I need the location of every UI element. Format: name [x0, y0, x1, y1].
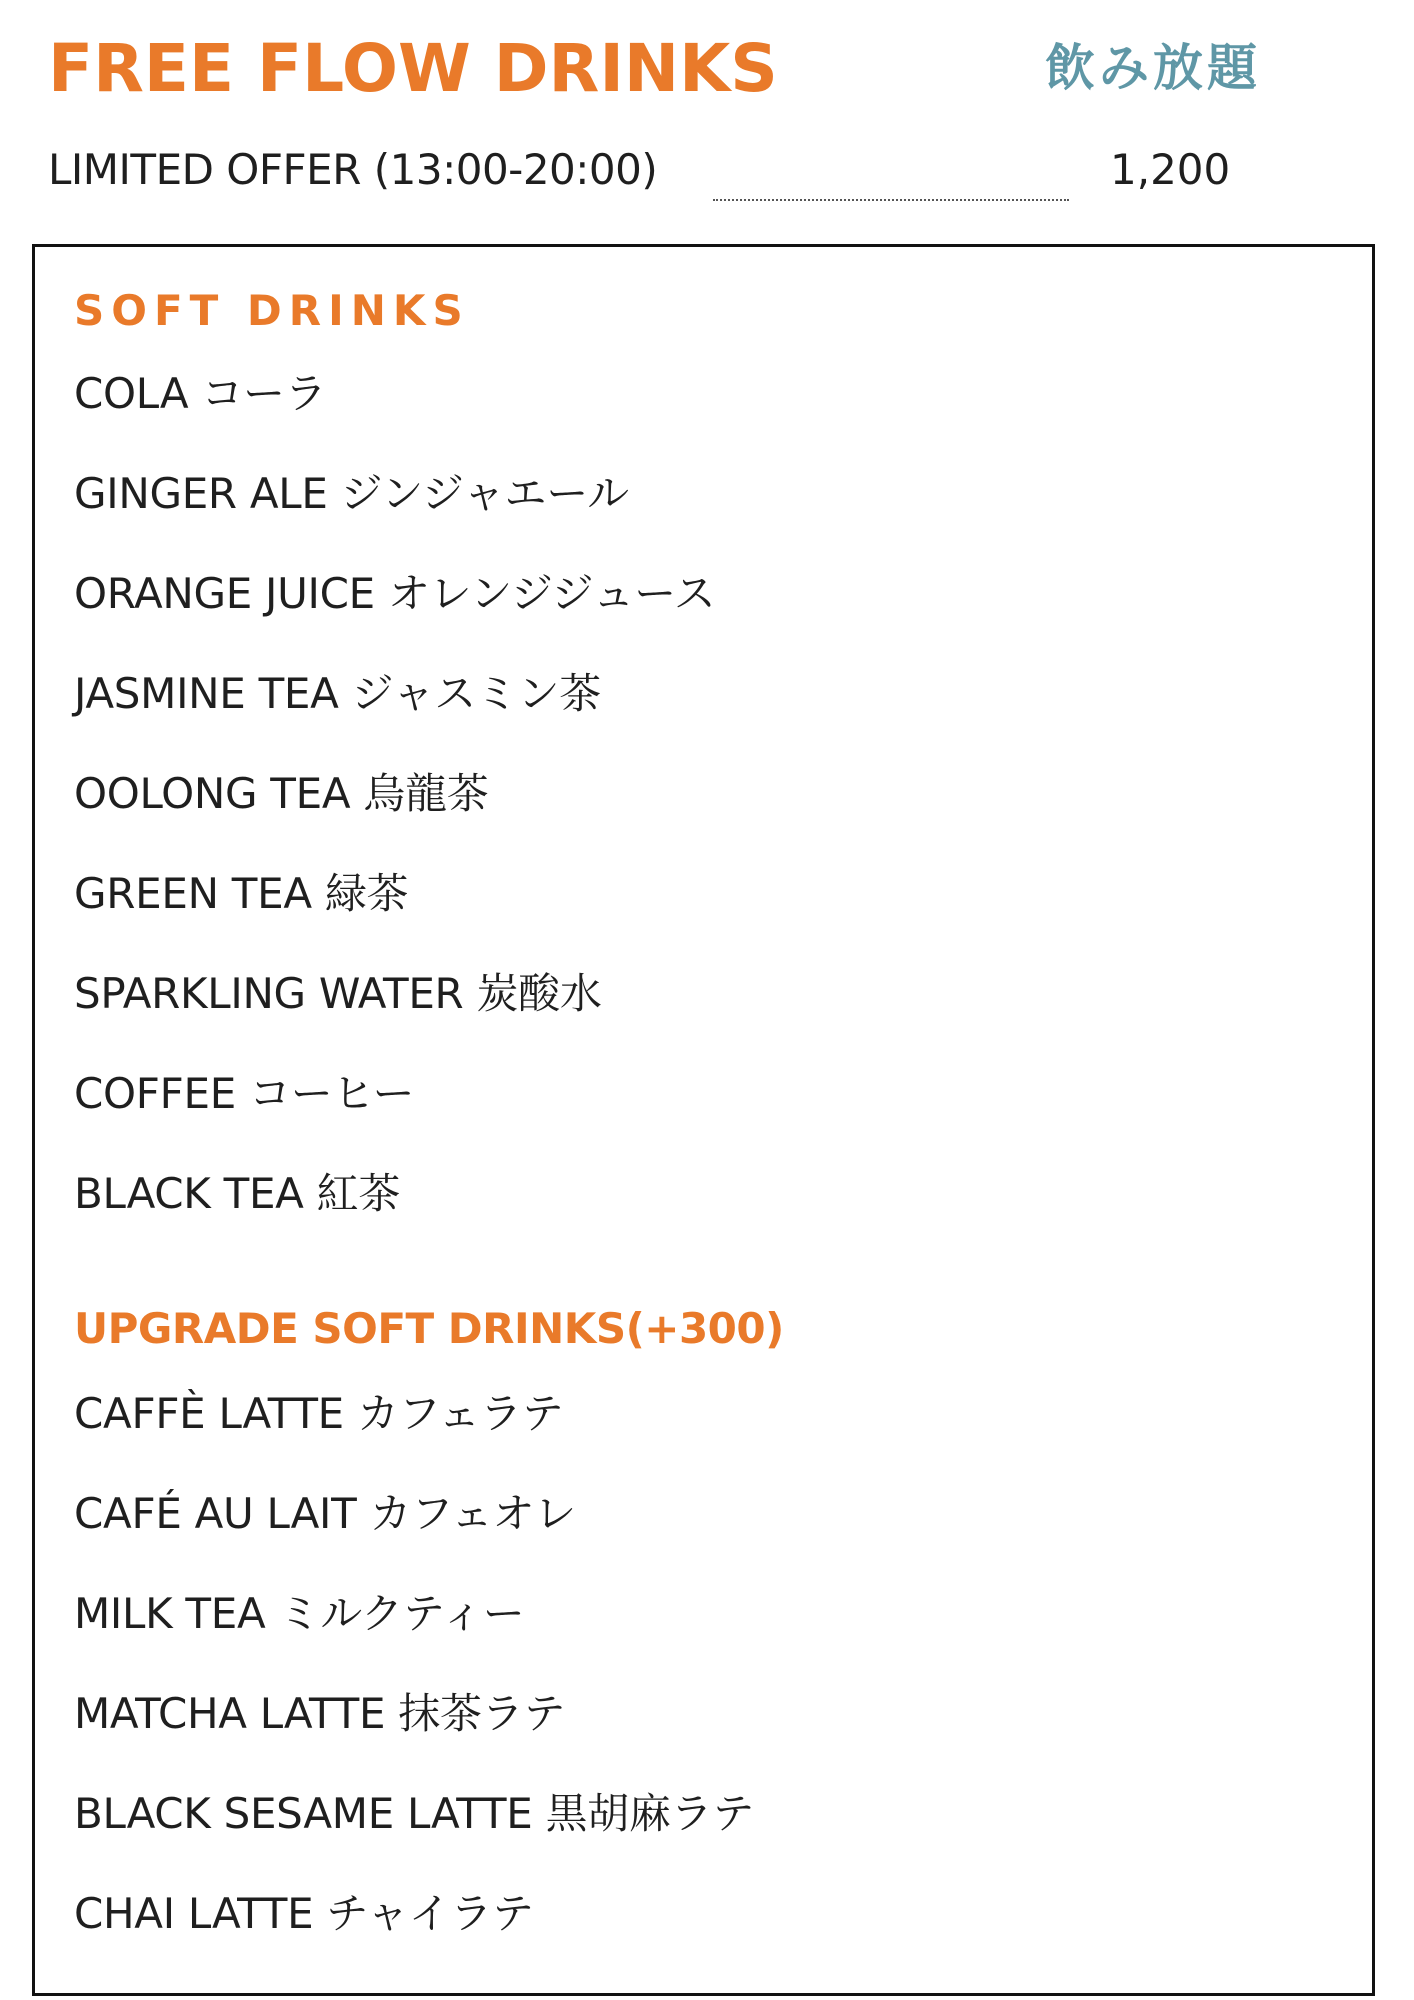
menu-item: JASMINE TEA ジャスミン茶	[74, 669, 602, 718]
menu-item: GREEN TEA 緑茶	[74, 869, 409, 918]
page-title: FREE FLOW DRINKS	[48, 30, 778, 107]
menu-item: CHAI LATTE チャイラテ	[74, 1889, 534, 1938]
menu-item: GINGER ALE ジンジャエール	[74, 469, 629, 518]
menu-item: BLACK SESAME LATTE 黒胡麻ラテ	[74, 1789, 754, 1838]
menu-item: MATCHA LATTE 抹茶ラテ	[74, 1689, 566, 1738]
menu-item: ORANGE JUICE オレンジジュース	[74, 569, 716, 618]
offer-price: 1,200	[1110, 145, 1231, 194]
menu-item: BLACK TEA 紅茶	[74, 1169, 401, 1218]
menu-item: MILK TEA ミルクティー	[74, 1589, 525, 1638]
menu-item: OOLONG TEA 烏龍茶	[74, 769, 489, 818]
section-title-soft-drinks: SOFT DRINKS	[74, 286, 470, 335]
menu-item: SPARKLING WATER 炭酸水	[74, 969, 602, 1018]
menu-item: COFFEE コーヒー	[74, 1069, 415, 1118]
dotted-leader	[713, 199, 1069, 201]
page-title-japanese: 飲み放題	[1045, 39, 1261, 97]
section-title-upgrade-soft-drinks: UPGRADE SOFT DRINKS(+300)	[74, 1304, 784, 1353]
menu-item: CAFFÈ LATTE カフェラテ	[74, 1389, 564, 1438]
menu-item: CAFÉ AU LAIT カフェオレ	[74, 1489, 576, 1538]
limited-offer-label: LIMITED OFFER (13:00-20:00)	[48, 145, 658, 194]
menu-item: COLA コーラ	[74, 369, 327, 418]
